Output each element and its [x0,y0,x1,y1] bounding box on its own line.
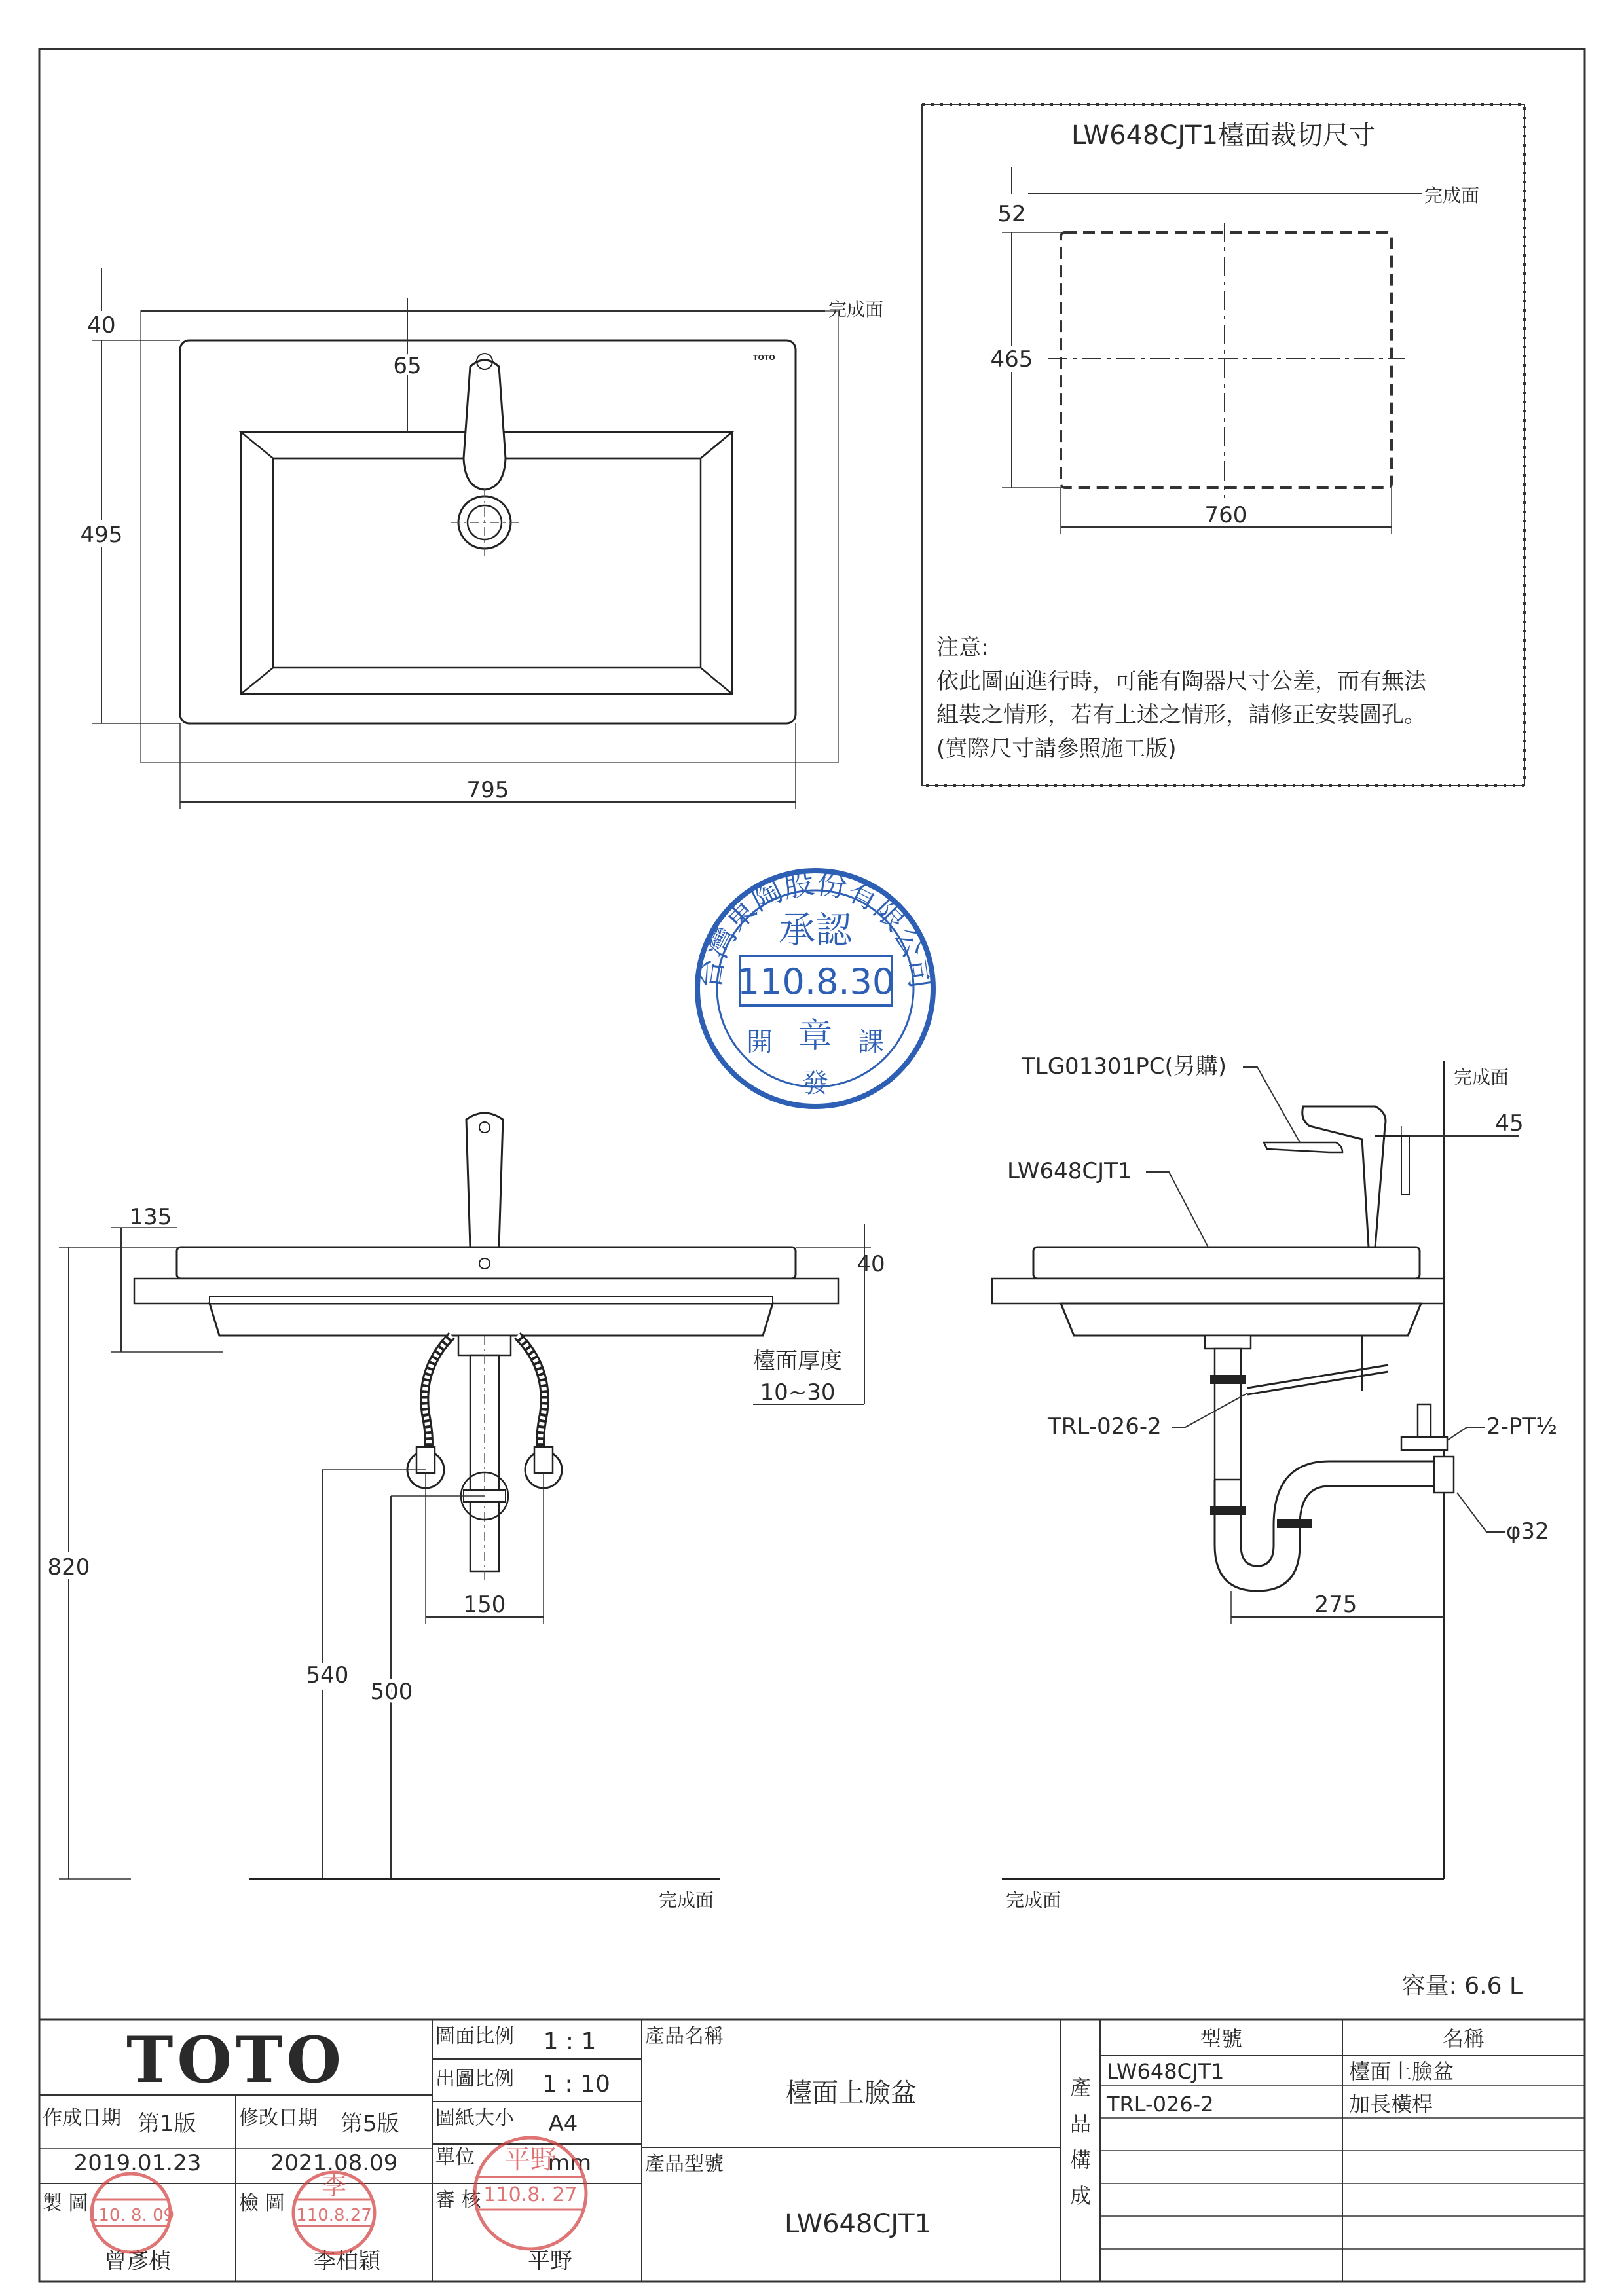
front-dim-500: 500 [370,1679,413,1705]
front-dim-150: 150 [463,1592,506,1618]
top-dim-795: 795 [466,777,509,803]
table-row-name: 檯面上臉盆 [1349,2059,1454,2084]
approval-stamp [692,865,940,1106]
countertop-side [992,1279,1444,1303]
product-model-label: 產品型號 [645,2153,724,2176]
cutout-dim-top: 52 [997,201,1026,227]
front-dim-540: 540 [306,1662,349,1688]
unit-value: mm [547,2150,592,2176]
title-block [39,2020,1585,2282]
unit-label: 單位 [435,2146,475,2169]
cutout-note-line1: 依此圖面進行時，可能有陶器尺寸公差，而有無法 [936,668,1426,695]
checked-stamp-char: 李 [321,2172,347,2200]
side-dim-275: 275 [1314,1592,1357,1618]
basin-model-label: LW648CJT1 [1007,1158,1132,1184]
cutout-dim-width: 760 [1204,502,1247,528]
composition-label-4: 成 [1069,2183,1092,2208]
p-trap-icon [1215,1480,1441,1591]
checked-name: 李柏穎 [314,2248,380,2274]
stamp-dept2: 發 [802,1068,828,1099]
cutout-title: LW648CJT1檯面裁切尺寸 [1071,120,1376,151]
front-view [43,1113,885,1911]
review-name: 平野 [528,2248,572,2274]
stamp-seal: 章 [798,1017,833,1056]
drawn-stamp-date: 110. 8. 09 [87,2206,175,2225]
basin-front-rim [177,1247,796,1279]
column-header-model: 型號 [1200,2026,1243,2051]
composition-label-1: 產 [1069,2075,1092,2100]
product-model: LW648CJT1 [784,2209,932,2239]
review-stamp [475,2138,586,2249]
top-dim-65: 65 [393,353,422,379]
cutout-panel [922,105,1524,786]
revised-date: 2021.08.09 [270,2150,398,2176]
review-label: 審 核 [435,2189,481,2212]
basin-side-rim [1033,1247,1420,1279]
table-row-model: LW648CJT1 [1107,2059,1225,2084]
version-1: 第1版 [138,2111,196,2137]
top-dim-40: 40 [87,312,116,338]
faucet-model-label: TLG01301PC(另購) [1022,1053,1227,1080]
stamp-approve: 承認 [779,909,852,952]
checked-stamp-date: 110.8.27 [296,2206,372,2225]
faucet-side-icon [1302,1106,1386,1247]
stamp-dept1: 開 [747,1027,773,1057]
side-finish-label-bottom: 完成面 [1005,1889,1061,1911]
checked-stamp [293,2172,375,2253]
top-view [77,268,883,809]
counter-thickness-label: 檯面厚度 [753,1348,842,1374]
side-dim-45: 45 [1495,1110,1524,1137]
table-row-name: 加長橫桿 [1349,2092,1433,2117]
cutout-dim-height: 465 [990,346,1033,373]
cutout-note-line3: (實際尺寸請參照施工版) [936,736,1177,762]
column-header-name: 名稱 [1442,2026,1485,2051]
table-row-model: TRL-026-2 [1107,2092,1214,2117]
cutout-note-line2: 組裝之情形，若有上述之情形，請修正安裝圖孔。 [936,702,1426,728]
counter-thickness-value: 10~30 [760,1379,836,1406]
sheet-border [39,49,1585,2282]
front-dim-40: 40 [857,1251,885,1277]
review-stamp-date: 110.8. 27 [483,2183,578,2206]
checked-label: 檢 圖 [239,2192,285,2215]
paper-size: A4 [548,2111,578,2137]
brand-logo: TOTO [126,2023,346,2097]
drawn-label: 製 圖 [43,2192,88,2215]
cutout-note-title: 注意: [936,634,989,661]
capacity-label: 容量: 6.6 L [1401,1973,1522,1999]
print-scale: 1 : 10 [542,2071,610,2098]
product-name-label: 產品名稱 [645,2025,724,2048]
drawing-scale: 1 : 1 [543,2028,597,2055]
drawing-scale-label: 圖面比例 [435,2025,514,2048]
front-finish-label: 完成面 [658,1889,714,1911]
product-name: 檯面上臉盆 [786,2078,917,2108]
cutout-rect [1061,232,1392,488]
pt-label: 2-PT½ [1486,1413,1558,1440]
faucet-top-icon [464,360,506,490]
stamp-dept3: 課 [858,1027,884,1057]
version-5: 第5版 [341,2111,399,2137]
pipe-diameter-label: φ32 [1506,1518,1549,1544]
basin-logo-small: TOTO [753,354,775,362]
revised-label: 修改日期 [239,2107,318,2130]
created-label: 作成日期 [43,2107,121,2130]
paper-label: 圖紙大小 [435,2107,514,2130]
print-scale-label: 出圖比例 [435,2068,514,2090]
side-finish-label-top: 完成面 [1454,1066,1509,1088]
trap-model-label: TRL-026-2 [1048,1413,1162,1440]
stamp-date: 110.8.30 [737,961,895,1002]
side-view [992,1053,1557,1911]
stamp-company: 台灣東陶股份有限公司 [691,864,940,991]
cutout-finish-label: 完成面 [1424,185,1480,206]
composition-label-3: 構 [1069,2147,1092,2172]
review-stamp-name: 平野 [504,2145,557,2175]
top-finish-label: 完成面 [828,299,884,320]
created-date: 2019.01.23 [73,2150,202,2176]
composition-label-2: 品 [1069,2111,1092,2136]
top-dim-495: 495 [80,522,123,548]
drawn-name: 曾彥楨 [104,2248,171,2274]
front-dim-820: 820 [47,1554,90,1580]
drawn-stamp [88,2174,174,2252]
front-dim-135: 135 [129,1204,172,1230]
